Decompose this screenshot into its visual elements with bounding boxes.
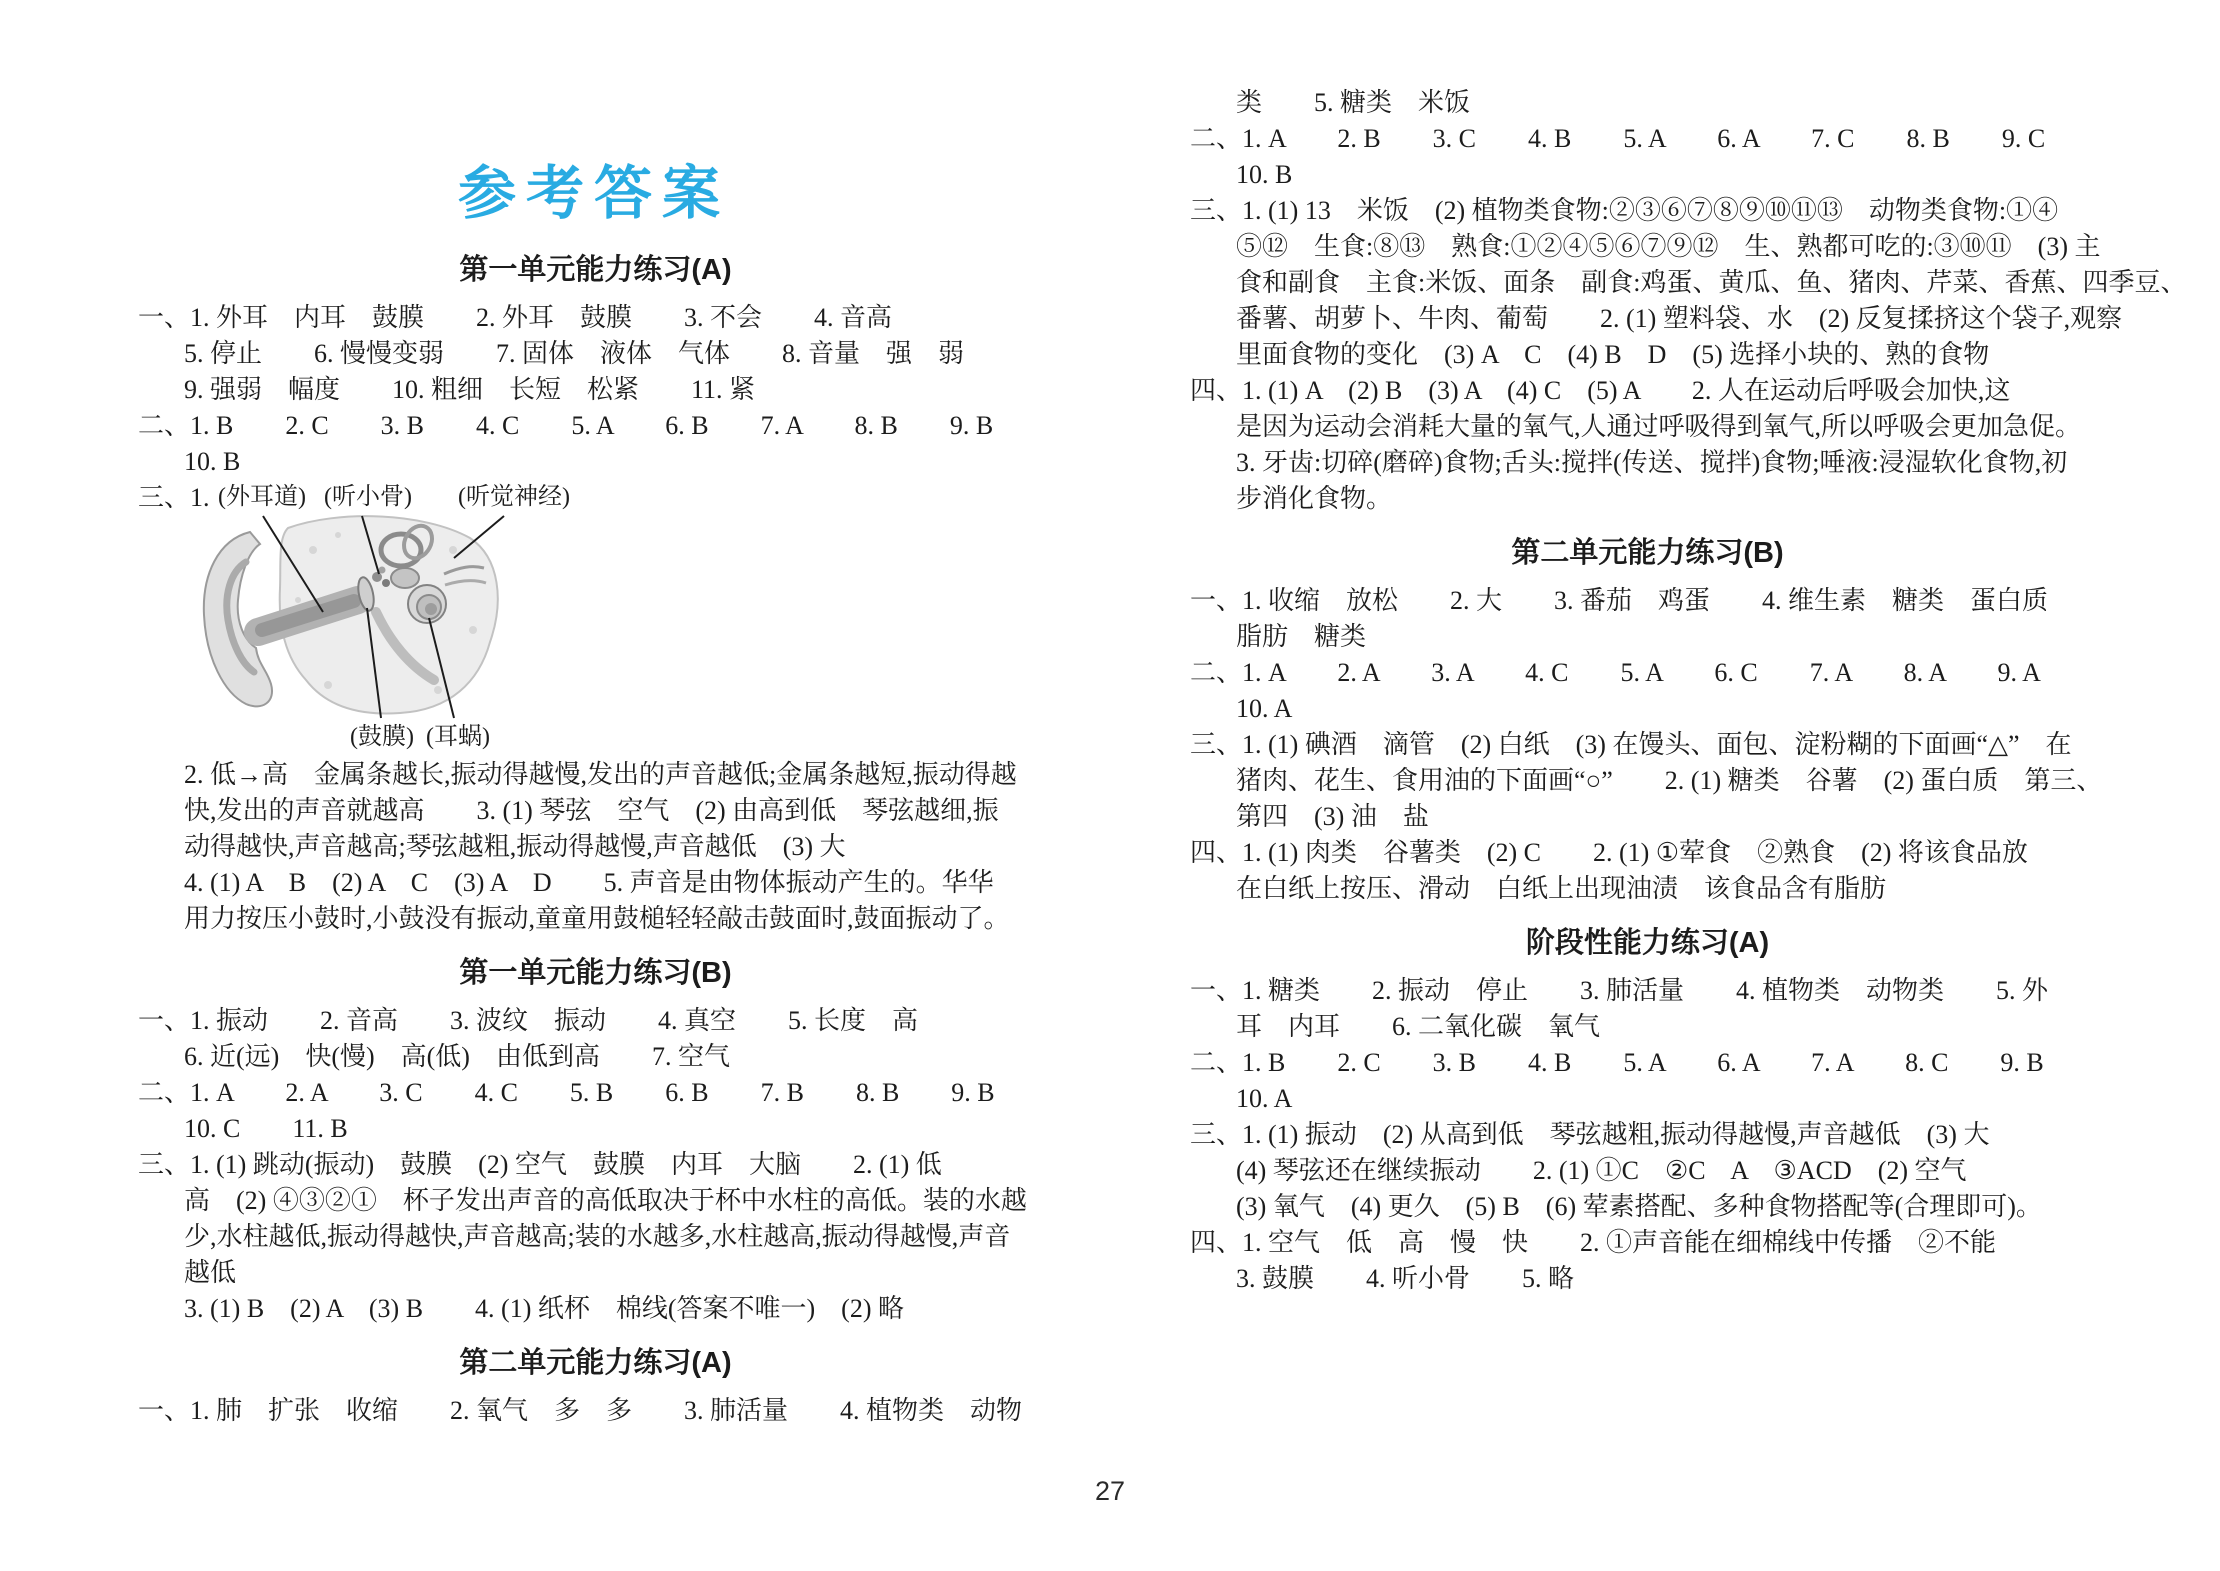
section-header: 阶段性能力练习(A) (1525, 927, 1770, 959)
answer-line: 二、1. B 2. C 3. B 4. C 5. A 6. B 7. A 8. B 9. B (138, 411, 994, 440)
answer-line: 一、1. 收缩 放松 2. 大 3. 番茄 鸡蛋 4. 维生素 糖类 蛋白质 (1190, 586, 2049, 615)
answer-line: 一、1. 肺 扩张 收缩 2. 氧气 多 多 3. 肺活量 4. 植物类 动物 (138, 1396, 1023, 1425)
answer-line: 四、1. (1) A (2) B (3) A (4) C (5) A 2. 人在运动后呼吸会加快,这 (1190, 376, 2011, 405)
answer-line: 5. 停止 6. 慢慢变弱 7. 固体 液体 气体 8. 音量 强 弱 (184, 339, 965, 368)
answer-line: ⑤⑫ 生食:⑧⑬ 熟食:①②④⑤⑥⑦⑨⑫ 生、熟都可吃的:③⑩⑪ (3) 主 (1236, 232, 2101, 261)
answer-line: 用力按压小鼓时,小鼓没有振动,童童用鼓槌轻轻敲击鼓面时,鼓面振动了。 (184, 904, 1010, 933)
figure-label-cochlea: (耳蜗) (426, 724, 490, 750)
answer-line: 3. 鼓膜 4. 听小骨 5. 略 (1236, 1264, 1575, 1293)
answer-line: 在白纸上按压、滑动 白纸上出现油渍 该食品含有脂肪 (1236, 874, 1887, 903)
answer-line: 少,水柱越低,振动得越快,声音越高;装的水越多,水柱越高,振动得越慢,声音 (184, 1222, 1011, 1251)
right-column (1190, 85, 2187, 1297)
answer-line: 4. (1) A B (2) A C (3) A D 5. 声音是由物体振动产生的。华华 (184, 868, 994, 897)
answer-line: 二、1. A 2. A 3. C 4. C 5. B 6. B 7. B 8. B 9. B (138, 1078, 995, 1107)
answer-line: 6. 近(远) 快(慢) 高(低) 由低到高 7. 空气 (184, 1042, 730, 1071)
answer-line: 步消化食物。 (1236, 484, 1393, 513)
answer-line: (4) 琴弦还在继续振动 2. (1) ①C ②C A ③ACD (2) 空气 (1236, 1156, 1967, 1185)
answer-line: 四、1. (1) 肉类 谷薯类 (2) C 2. (1) ①荤食 ②熟食 (2) 将该食品放 (1190, 838, 2028, 867)
figure-label-ear-canal: (外耳道) (218, 484, 306, 510)
answer-line: 一、1. 糖类 2. 振动 停止 3. 肺活量 4. 植物类 动物类 5. 外 (1190, 976, 2049, 1005)
page-title: 参考答案 (457, 161, 730, 226)
answer-line: 动得越快,声音越高;琴弦越粗,振动得越慢,声音越低 (3) 大 (184, 832, 846, 861)
page-number: 27 (1094, 1476, 1126, 1506)
answer-line: 食和副食 主食:米饭、面条 副食:鸡蛋、黄瓜、鱼、猪肉、芹菜、香蕉、四季豆、 (1236, 268, 2187, 297)
answer-line: 二、1. B 2. C 3. B 4. B 5. A 6. A 7. A 8. C 9. B (1190, 1048, 2044, 1077)
answer-line: (3) 氧气 (4) 更久 (5) B (6) 荤素搭配、多种食物搭配等(合理即可)。 (1236, 1192, 2042, 1221)
answer-line: 快,发出的声音就越高 3. (1) 琴弦 空气 (2) 由高到低 琴弦越细,振 (184, 796, 999, 825)
figure-label-ossicles: (听小骨) (324, 484, 412, 510)
figure-label-eardrum: (鼓膜) (350, 724, 414, 750)
answer-line: 10. A (1236, 1084, 1293, 1113)
answer-line: 三、1. (1) 碘酒 滴管 (2) 白纸 (3) 在馒头、面包、淀粉糊的下面画“△” 在 (1190, 730, 2072, 759)
answer-line: 三、1. (1) 13 米饭 (2) 植物类食物:②③⑥⑦⑧⑨⑩⑪⑬ 动物类食物:①④ (1190, 196, 2059, 225)
answer-line: 里面食物的变化 (3) A C (4) B D (5) 选择小块的、熟的食物 (1236, 340, 1990, 369)
answer-line: 2. 低→高 金属条越长,振动得越慢,发出的声音越低;金属条越短,振动得越 (184, 760, 1017, 789)
answer-line: 是因为运动会消耗大量的氧气,人通过呼吸得到氧气,所以呼吸会更加急促。 (1236, 412, 2082, 441)
answer-line: 脂肪 糖类 (1236, 622, 1367, 651)
answer-line: 越低 (184, 1258, 237, 1287)
answer-line: 10. A (1236, 694, 1293, 723)
answer-line: 二、1. A 2. A 3. A 4. C 5. A 6. C 7. A 8. A 9. A (1190, 658, 2041, 687)
figure-label-auditory-nerve: (听觉神经) (458, 484, 570, 510)
answer-line: 10. C 11. B (184, 1114, 348, 1143)
answer-line: 10. B (184, 447, 241, 476)
answer-line: 类 5. 糖类 米饭 (1236, 88, 1471, 117)
answer-line: 四、1. 空气 低 高 慢 快 2. ①声音能在细棉线中传播 ②不能 (1190, 1228, 1997, 1257)
answer-line: 三、1. (1) 跳动(振动) 鼓膜 (2) 空气 鼓膜 内耳 大脑 2. (1) 低 (138, 1150, 942, 1179)
answer-line: 3. (1) B (2) A (3) B 4. (1) 纸杯 棉线(答案不唯一) (2) 略 (184, 1294, 904, 1323)
section-header: 第二单元能力练习(A) (459, 1347, 732, 1379)
figure-item-marker: 三、1. (138, 483, 210, 512)
answer-line: 一、1. 外耳 内耳 鼓膜 2. 外耳 鼓膜 3. 不会 4. 音高 (138, 303, 893, 332)
answer-line: 一、1. 振动 2. 音高 3. 波纹 振动 4. 真空 5. 长度 高 (138, 1006, 919, 1035)
ear-diagram (138, 480, 1050, 757)
answer-line: 高 (2) ④③②① 杯子发出声音的高低取决于杯中水柱的高低。装的水越 (184, 1186, 1027, 1215)
answer-line: 3. 牙齿:切碎(磨碎)食物;舌头:搅拌(传送、搅拌)食物;唾液:浸湿软化食物,初 (1236, 448, 2068, 477)
answer-line: 二、1. A 2. B 3. C 4. B 5. A 6. A 7. C 8. B 9. C (1190, 124, 2046, 153)
answer-line: 耳 内耳 6. 二氧化碳 氧气 (1236, 1012, 1601, 1041)
ear-illustration (138, 480, 578, 757)
answer-line: 猪肉、花生、食用油的下面画“○” 2. (1) 糖类 谷薯 (2) 蛋白质 第三、 (1236, 766, 2103, 795)
section-header: 第一单元能力练习(B) (459, 957, 732, 989)
answer-line: 10. B (1236, 160, 1293, 189)
left-column (138, 252, 1053, 1429)
answer-line: 9. 强弱 幅度 10. 粗细 长短 松紧 11. 紧 (184, 375, 756, 404)
answer-line: 第四 (3) 油 盐 (1236, 802, 1429, 831)
answer-line: 三、1. (1) 振动 (2) 从高到低 琴弦越粗,振动得越慢,声音越低 (3) 大 (1190, 1120, 1990, 1149)
answer-line: 番薯、胡萝卜、牛肉、葡萄 2. (1) 塑料袋、水 (2) 反复揉挤这个袋子,观察 (1236, 304, 2123, 333)
section-header: 第二单元能力练习(B) (1511, 537, 1784, 569)
section-header: 第一单元能力练习(A) (459, 254, 732, 286)
